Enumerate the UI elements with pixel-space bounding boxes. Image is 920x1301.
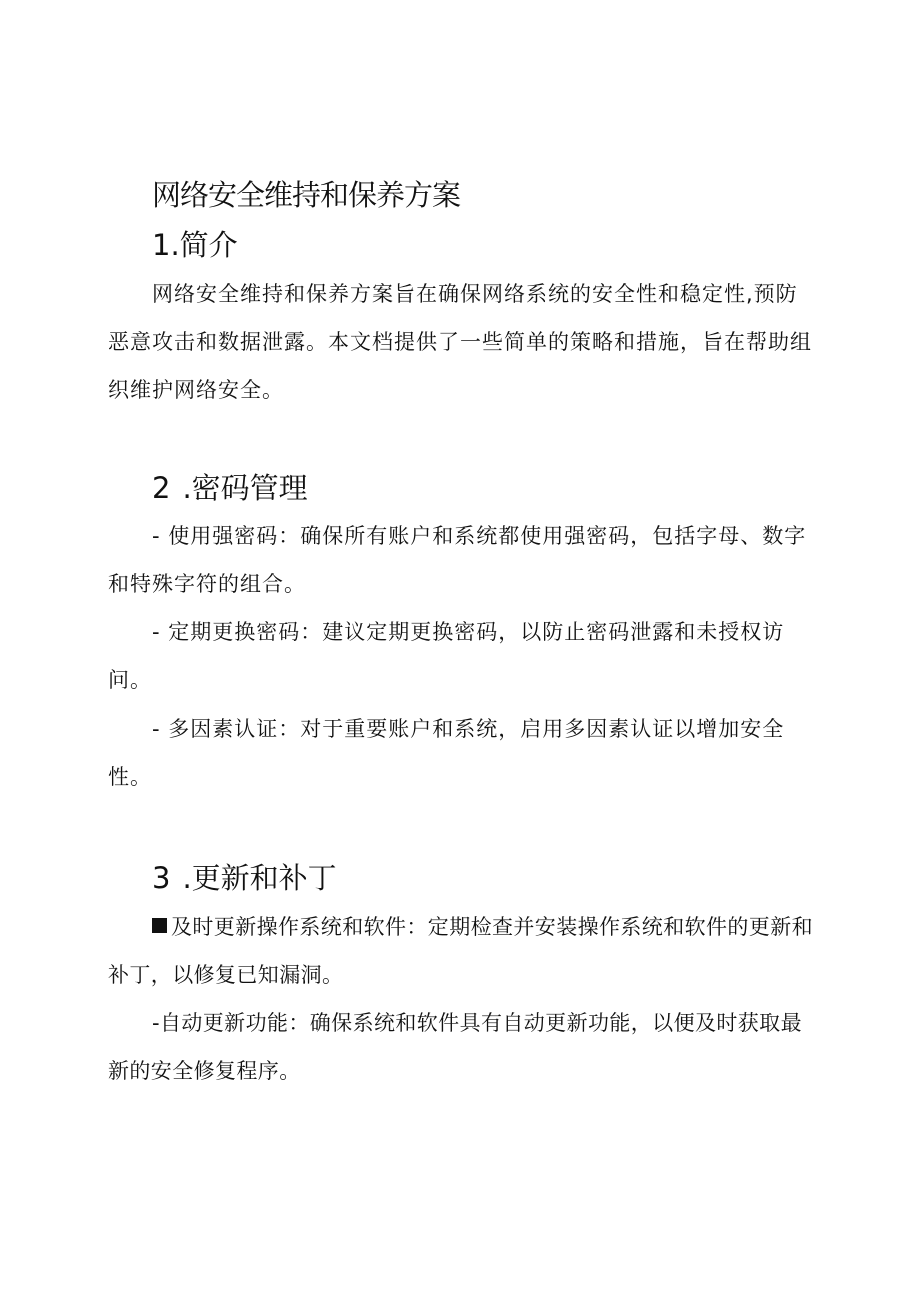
section-3-item-auto-update: -自动更新功能：确保系统和软件具有自动更新功能，以便及时获取最新的安全修复程序。: [108, 1011, 802, 1083]
section-3-item-timely-update-text: 及时更新操作系统和软件：定期检查并安装操作系统和软件的更新和补丁，以修复已知漏洞。: [108, 915, 813, 987]
section-1-paragraph: 网络安全维持和保养方案旨在确保网络系统的安全性和稳定性,预防恶意攻击和数据泄露。本文档提供了一些简单的策略和措施，旨在帮助组织维护网络安全。: [108, 282, 812, 402]
section-2-number: 2: [152, 471, 171, 505]
section-3-number: 3: [152, 861, 171, 895]
section-3-item-timely-update: [108, 903, 813, 999]
section-3-title: .更新和补丁: [182, 861, 337, 895]
document-title: 网络安全维持和保养方案: [152, 178, 461, 212]
square-bullet-icon: [152, 918, 167, 933]
section-2-item-mfa: - 多因素认证：对于重要账户和系统，启用多因素认证以增加安全性。: [108, 717, 785, 789]
section-3-heading: [152, 855, 337, 901]
section-1-heading: 1.简介: [152, 228, 238, 262]
section-2-item-change-password: - 定期更换密码：建议定期更换密码，以防止密码泄露和未授权访问。: [108, 620, 785, 692]
section-2-item-strong-password: - 使用强密码：确保所有账户和系统都使用强密码，包括字母、数字和特殊字符的组合。: [108, 524, 807, 596]
section-2-title: .密码管理: [182, 471, 308, 505]
section-2-heading: [152, 465, 308, 511]
